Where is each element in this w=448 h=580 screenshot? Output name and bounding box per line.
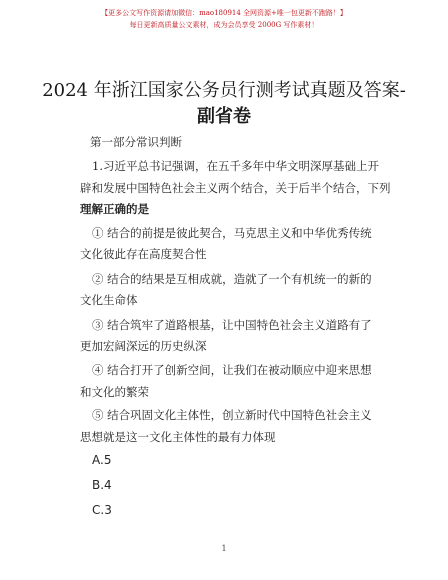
statement-1-line-1: ① 结合的前提是彼此契合，马克思主义和中华优秀传统 — [92, 226, 372, 240]
question-line-1: 1.习近平总书记强调，在五千多年中华文明深厚基础上开 — [92, 159, 379, 173]
question-line-2: 辟和发展中国特色社会主义两个结合，关于后半个结合，下列 — [80, 181, 391, 195]
option-a: A.5 — [92, 453, 112, 467]
promo-banner-line-1: 【更多公文写作资源请加微信：mao180914 全网资源+唯一包更新不跑路！】 — [101, 9, 347, 17]
page-number: 1 — [221, 544, 227, 553]
promo-banner-line-2: 每日更新高质量公文素材，成为会员享受 2000G 写作素材！ — [129, 21, 319, 29]
option-c: C.3 — [92, 503, 112, 517]
statement-3-line-2: 更加宏阔深远的历史纵深 — [80, 339, 207, 353]
document-title-line-2: 副省卷 — [197, 106, 251, 127]
question-line-3: 理解正确的是 — [80, 202, 149, 216]
statement-2-line-1: ② 结合的结果是互相成就，造就了一个有机统一的新的 — [92, 272, 372, 286]
statement-5-line-2: 思想就是这一文化主体性的最有力体现 — [80, 430, 276, 444]
section-heading: 第一部分常识判断 — [90, 135, 182, 149]
statement-5-line-1: ⑤ 结合巩固文化主体性，创立新时代中国特色社会主义 — [92, 408, 372, 422]
statement-4-line-1: ④ 结合打开了创新空间，让我们在被动顺应中迎来思想 — [92, 363, 372, 377]
document-title-line-1: 2024 年浙江国家公务员行测考试真题及答案- — [42, 80, 406, 101]
statement-4-line-2: 和文化的繁荣 — [80, 385, 149, 399]
statement-3-line-1: ③ 结合筑牢了道路根基，让中国特色社会主义道路有了 — [92, 318, 372, 332]
statement-1-line-2: 文化彼此存在高度契合性 — [80, 247, 207, 261]
statement-2-line-2: 文化生命体 — [80, 293, 138, 307]
option-b: B.4 — [92, 478, 112, 492]
